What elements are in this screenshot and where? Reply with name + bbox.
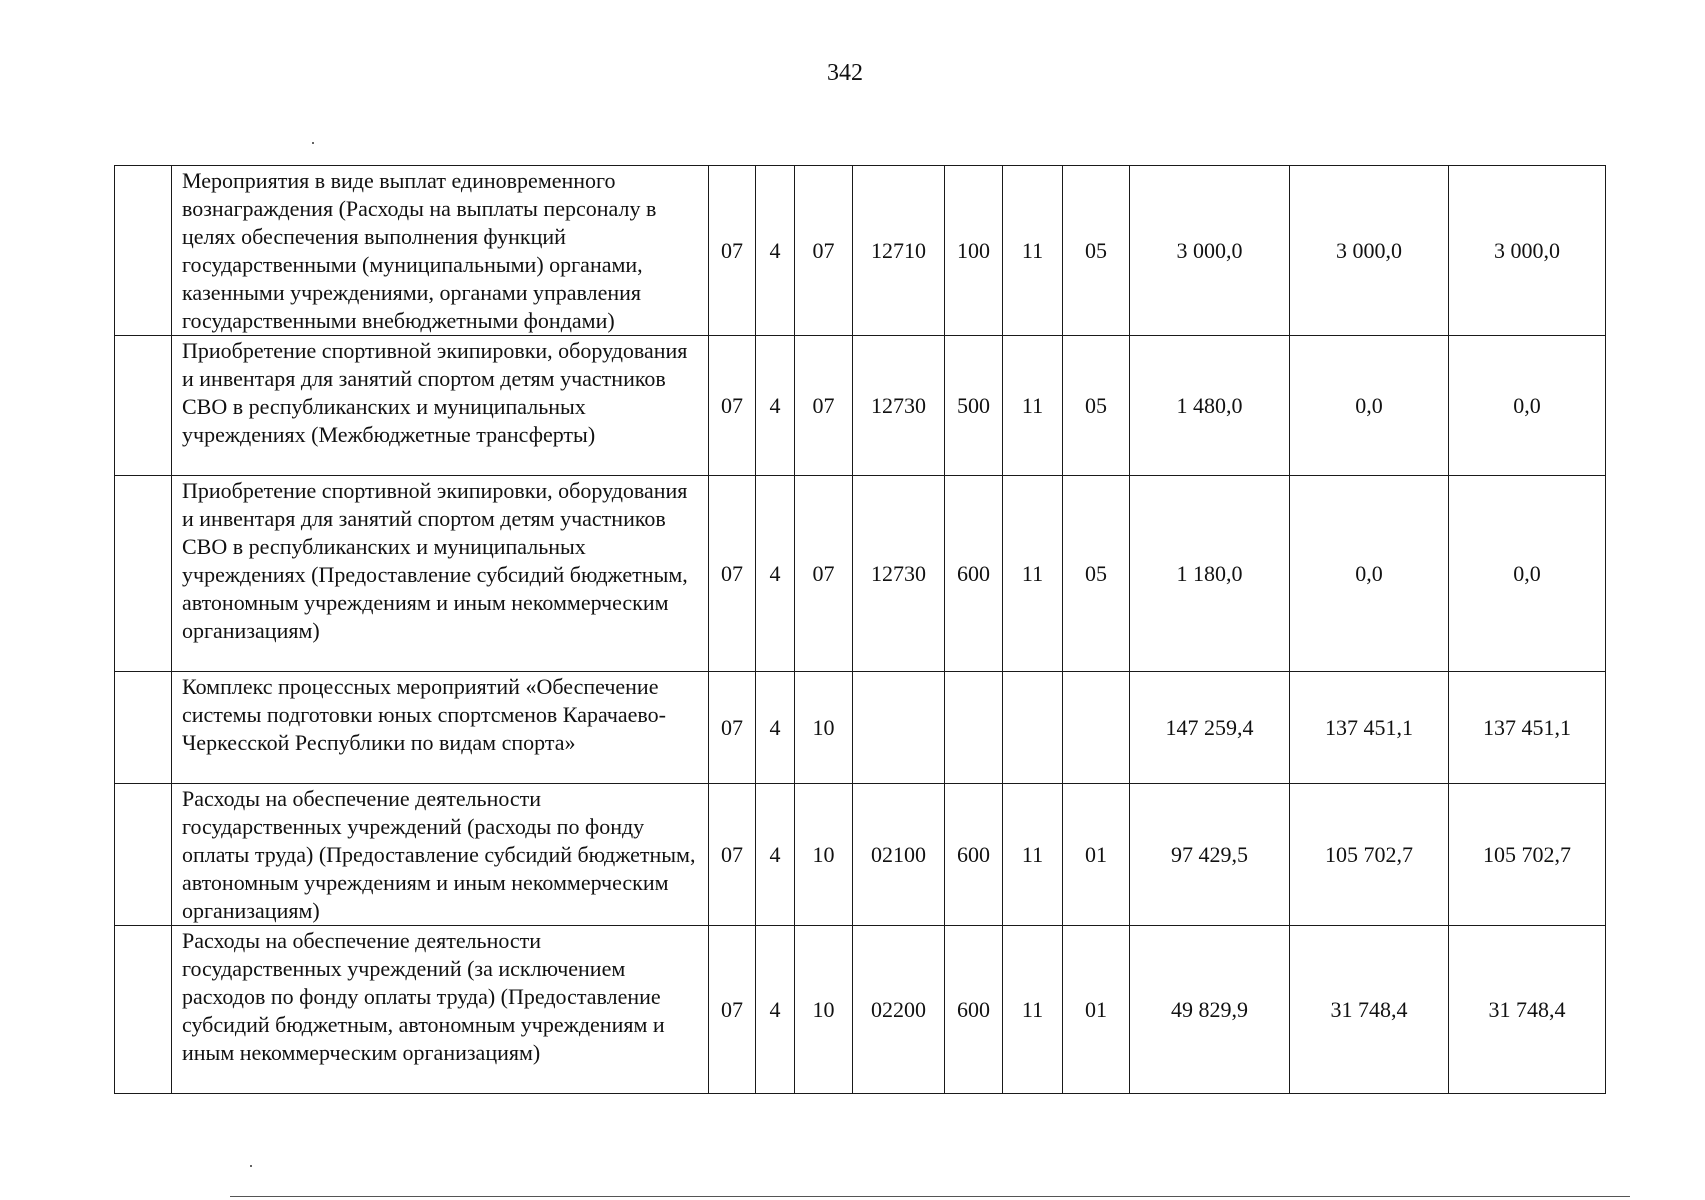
direction-code: 02100 <box>853 784 945 926</box>
chapter-code: 11 <box>1003 926 1063 1094</box>
section-code: 07 <box>709 672 756 784</box>
row-number-cell <box>115 166 172 336</box>
program-code: 4 <box>756 166 795 336</box>
section-code: 07 <box>709 926 756 1094</box>
table-row <box>115 926 1606 1094</box>
scan-speck <box>250 1165 252 1167</box>
subprogram-code: 10 <box>795 784 853 926</box>
subprogram-code: 10 <box>795 672 853 784</box>
direction-code: 12730 <box>853 336 945 476</box>
subsection-code: 01 <box>1063 926 1130 1094</box>
table-row <box>115 166 1606 336</box>
amount-year-3: 137 451,1 <box>1449 672 1606 784</box>
amount-year-3: 3 000,0 <box>1449 166 1606 336</box>
amount-year-3: 0,0 <box>1449 336 1606 476</box>
program-code: 4 <box>756 672 795 784</box>
row-description: Приобретение спортивной экипировки, оборудования и инвентаря для занятий спортом детям участников СВО в республиканских и муниципальных учреждениях (Предоставление субсидий бюджетным, автономным учреждениям и иным некоммерческим организациям) <box>172 476 709 672</box>
scan-edge-line <box>230 1196 1630 1197</box>
row-number-cell <box>115 476 172 672</box>
amount-year-1: 3 000,0 <box>1130 166 1290 336</box>
expense-type-code <box>945 672 1003 784</box>
subprogram-code: 07 <box>795 476 853 672</box>
expense-type-code: 100 <box>945 166 1003 336</box>
amount-year-2: 31 748,4 <box>1290 926 1449 1094</box>
section-code: 07 <box>709 476 756 672</box>
amount-year-2: 0,0 <box>1290 476 1449 672</box>
subsection-code: 05 <box>1063 166 1130 336</box>
subprogram-code: 10 <box>795 926 853 1094</box>
table-row <box>115 672 1606 784</box>
table-row <box>115 784 1606 926</box>
row-description: Мероприятия в виде выплат единовременного вознаграждения (Расходы на выплаты персоналу в целях обеспечения выполнения функций государственными (муниципальными) органами, казенными учреждениями, органами управления государственными внебюджетными фондами) <box>172 166 709 336</box>
row-description: Комплекс процессных мероприятий «Обеспечение системы подготовки юных спортсменов Карачаево-Черкесской Республики по видам спорта» <box>172 672 709 784</box>
direction-code <box>853 672 945 784</box>
chapter-code: 11 <box>1003 476 1063 672</box>
amount-year-2: 0,0 <box>1290 336 1449 476</box>
program-code: 4 <box>756 784 795 926</box>
direction-code: 02200 <box>853 926 945 1094</box>
subprogram-code: 07 <box>795 336 853 476</box>
subprogram-code: 07 <box>795 166 853 336</box>
amount-year-1: 147 259,4 <box>1130 672 1290 784</box>
chapter-code <box>1003 672 1063 784</box>
row-number-cell <box>115 336 172 476</box>
program-code: 4 <box>756 336 795 476</box>
subsection-code: 05 <box>1063 336 1130 476</box>
expense-type-code: 600 <box>945 926 1003 1094</box>
direction-code: 12730 <box>853 476 945 672</box>
subsection-code <box>1063 672 1130 784</box>
amount-year-1: 1 180,0 <box>1130 476 1290 672</box>
row-number-cell <box>115 672 172 784</box>
amount-year-3: 105 702,7 <box>1449 784 1606 926</box>
amount-year-1: 1 480,0 <box>1130 336 1290 476</box>
expense-type-code: 600 <box>945 476 1003 672</box>
row-number-cell <box>115 926 172 1094</box>
subsection-code: 05 <box>1063 476 1130 672</box>
section-code: 07 <box>709 784 756 926</box>
table-row <box>115 336 1606 476</box>
amount-year-1: 97 429,5 <box>1130 784 1290 926</box>
row-description: Расходы на обеспечение деятельности государственных учреждений (за исключением расходов по фонду оплаты труда) (Предоставление субсидий бюджетным, автономным учреждениям и иным некоммерческим организациям) <box>172 926 709 1094</box>
chapter-code: 11 <box>1003 784 1063 926</box>
amount-year-2: 3 000,0 <box>1290 166 1449 336</box>
expense-type-code: 500 <box>945 336 1003 476</box>
row-description: Расходы на обеспечение деятельности государственных учреждений (расходы по фонду оплаты труда) (Предоставление субсидий бюджетным, автономным учреждениям и иным некоммерческим организациям) <box>172 784 709 926</box>
amount-year-3: 31 748,4 <box>1449 926 1606 1094</box>
row-number-cell <box>115 784 172 926</box>
program-code: 4 <box>756 476 795 672</box>
row-description: Приобретение спортивной экипировки, оборудования и инвентаря для занятий спортом детям участников СВО в республиканских и муниципальных учреждениях (Межбюджетные трансферты) <box>172 336 709 476</box>
expense-type-code: 600 <box>945 784 1003 926</box>
direction-code: 12710 <box>853 166 945 336</box>
scan-speck <box>312 142 314 144</box>
amount-year-1: 49 829,9 <box>1130 926 1290 1094</box>
chapter-code: 11 <box>1003 166 1063 336</box>
program-code: 4 <box>756 926 795 1094</box>
section-code: 07 <box>709 166 756 336</box>
chapter-code: 11 <box>1003 336 1063 476</box>
page-number: 342 <box>827 60 863 86</box>
table-row <box>115 476 1606 672</box>
budget-table <box>114 165 1606 1094</box>
amount-year-2: 137 451,1 <box>1290 672 1449 784</box>
section-code: 07 <box>709 336 756 476</box>
amount-year-3: 0,0 <box>1449 476 1606 672</box>
subsection-code: 01 <box>1063 784 1130 926</box>
amount-year-2: 105 702,7 <box>1290 784 1449 926</box>
